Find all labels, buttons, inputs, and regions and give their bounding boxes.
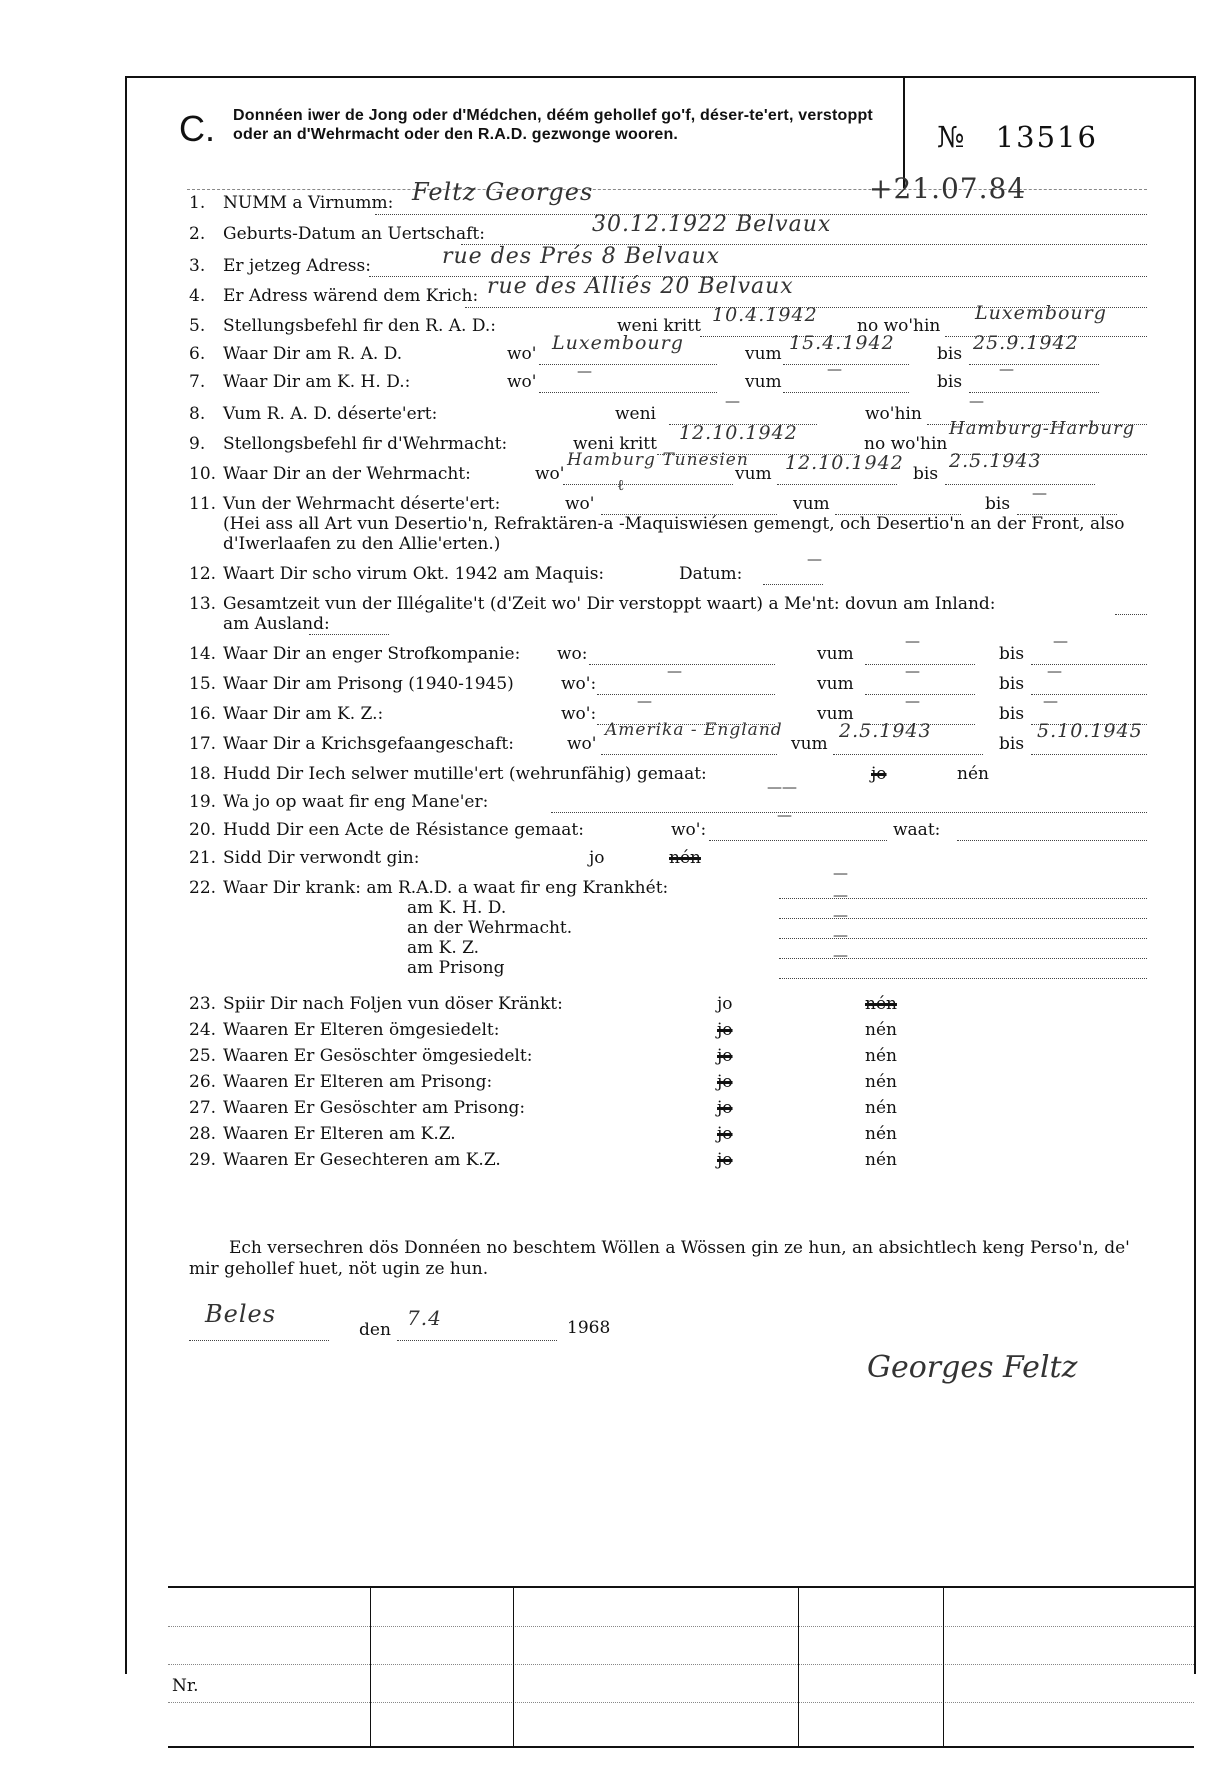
field-label: Waar Dir a Krichsgefaangeschaft:	[223, 734, 514, 754]
dotted-line	[865, 644, 975, 665]
dash-mark: —	[1043, 692, 1058, 710]
field-24	[189, 1020, 499, 1040]
field-6	[189, 344, 402, 364]
field-label: Geburts-Datum an Uertschaft:	[223, 224, 485, 244]
field-23-jo[interactable]: jo	[717, 994, 733, 1014]
bis-label: bis	[999, 674, 1025, 694]
field-number: 10.	[189, 464, 217, 484]
vum-label: vum	[817, 704, 854, 724]
declaration-text: Ech versechren dös Donnéen no beschtem Wöllen a Wössen gin ze hun, an absichtlech keng Perso'n, de' mir gehollef huet, nöt ugin ze hun.	[189, 1238, 1130, 1279]
field-number: 26.	[189, 1072, 217, 1092]
field-number: 17.	[189, 734, 217, 754]
wo-label: wo':	[561, 704, 597, 724]
field-17	[189, 734, 514, 754]
field-8	[189, 404, 437, 424]
form-number	[937, 120, 1098, 154]
field-11	[189, 494, 500, 514]
field-22-sub2: an der Wehrmacht.	[407, 918, 573, 938]
form-header	[127, 78, 904, 188]
dash-mark: —	[905, 662, 920, 680]
field-22-sub4: am Prisong	[407, 958, 505, 978]
field-1-value[interactable]: Feltz Georges	[412, 178, 594, 206]
field-3	[189, 256, 371, 276]
field-21-jo[interactable]: jo	[589, 848, 605, 868]
wo-label: wo'	[507, 372, 537, 392]
field-26-nen[interactable]: nén	[865, 1072, 897, 1092]
field-number: 8.	[189, 404, 206, 424]
dash-mark: —	[807, 550, 822, 568]
field-label: Waar Dir am K. H. D.:	[223, 372, 411, 392]
field-label: Spiir Dir nach Foljen vun döser Kränkt:	[223, 994, 563, 1014]
dotted-line	[957, 820, 1147, 841]
date-value[interactable]: 7.4	[407, 1306, 442, 1330]
dash-mark: —	[1053, 632, 1068, 650]
table-column-line	[943, 1588, 944, 1746]
dash-mark: —	[1032, 484, 1047, 502]
table-divider	[168, 1702, 1194, 1703]
field-number: 1.	[189, 193, 206, 213]
field-number: 12.	[189, 564, 217, 584]
field-10-wo[interactable]: Hamburg Tunesien	[567, 450, 749, 470]
field-18-jo[interactable]: jo	[871, 764, 887, 784]
field-16	[189, 704, 383, 724]
field-number: 2.	[189, 224, 206, 244]
field-label: Stellungsbefehl fir den R. A. D.:	[223, 316, 497, 336]
field-27-nen[interactable]: nén	[865, 1098, 897, 1118]
table-divider	[168, 1626, 1194, 1627]
field-24-jo[interactable]: jo	[717, 1020, 733, 1040]
field-number: 5.	[189, 316, 206, 336]
bis-label: bis	[937, 372, 963, 392]
number-label: №	[937, 120, 967, 154]
field-label: Waaren Er Gesechteren am K.Z.	[223, 1150, 501, 1170]
field-19	[189, 792, 488, 812]
field-number: 13.	[189, 594, 217, 614]
signature[interactable]: Georges Feltz	[867, 1350, 1078, 1385]
wo-label: wo'	[507, 344, 537, 364]
field-number: 11.	[189, 494, 217, 514]
field-number: 28.	[189, 1124, 217, 1144]
field-27	[189, 1098, 525, 1118]
field-number: 20.	[189, 820, 217, 840]
field-9-when[interactable]: 12.10.1942	[679, 422, 798, 444]
field-number: 18.	[189, 764, 217, 784]
field-2-value[interactable]: 30.12.1922 Belvaux	[592, 212, 832, 237]
field-23-nen[interactable]: nén	[865, 994, 897, 1014]
dash-mark: —	[905, 632, 920, 650]
wo-label: wo':	[671, 820, 707, 840]
dash-mark: —	[833, 946, 848, 964]
field-number: 9.	[189, 434, 206, 454]
field-label: NUMM a Virnumm:	[223, 193, 394, 213]
dash-mark: —	[905, 692, 920, 710]
vum-label: vum	[817, 674, 854, 694]
field-label: Vun der Wehrmacht déserte'ert:	[223, 494, 501, 514]
field-22-sub3: am K. Z.	[407, 938, 480, 958]
field-10-bis[interactable]: 2.5.1943	[949, 450, 1042, 472]
dash-mark: —	[833, 886, 848, 904]
field-11-note: (Hei ass all Art vun Desertio'n, Refraktären-a -Maquiswiésen gemengt, och Desertio'n an der Front, also d'Iwerlaafen zu den Allie'erten.)	[223, 514, 1125, 554]
field-22-sub1: am K. H. D.	[407, 898, 507, 918]
field-1	[189, 193, 393, 213]
dotted-line	[539, 372, 717, 393]
dash-mark: ℓ	[617, 476, 625, 494]
table-column-line	[370, 1588, 371, 1746]
weni-kritt-label: weni kritt	[573, 434, 657, 454]
number-value: 13516	[995, 120, 1098, 154]
field-number: 22.	[189, 878, 217, 898]
vum-label: vum	[791, 734, 828, 754]
field-number: 29.	[189, 1150, 217, 1170]
weni-label: weni	[615, 404, 656, 424]
field-number: 25.	[189, 1046, 217, 1066]
section-letter: C.	[179, 108, 215, 149]
dotted-line	[865, 674, 975, 695]
dotted-line	[835, 494, 961, 515]
dash-mark: —	[1047, 662, 1062, 680]
field-label: Waaren Er Gesöschter ömgesiedelt:	[223, 1046, 533, 1066]
field-1-note[interactable]: +21.07.84	[869, 172, 1027, 205]
dotted-line	[597, 674, 775, 695]
dash-mark: —	[777, 806, 792, 824]
field-label: Waar Dir krank: am R.A.D. a waat fir eng Krankhét:	[223, 878, 669, 898]
field-28-nen[interactable]: nén	[865, 1124, 897, 1144]
field-label: Sidd Dir verwondt gin:	[223, 848, 420, 868]
table-column-line	[513, 1588, 514, 1746]
field-label: Vum R. A. D. déserte'ert:	[223, 404, 438, 424]
vum-label: vum	[735, 464, 772, 484]
field-5	[189, 316, 496, 336]
dash-mark: ——	[767, 778, 797, 796]
field-label: Waar Dir am R. A. D.	[223, 344, 403, 364]
field-4-value[interactable]: rue des Alliés 20 Belvaux	[487, 274, 794, 299]
place-value[interactable]: Beles	[205, 1300, 277, 1328]
dash-mark: —	[969, 392, 984, 410]
wohin-label: no wo'hin	[864, 434, 948, 454]
dash-mark: —	[667, 662, 682, 680]
field-17-vum[interactable]: 2.5.1943	[839, 720, 932, 742]
field-2	[189, 224, 485, 244]
field-4	[189, 286, 478, 306]
field-13	[189, 594, 996, 614]
field-18	[189, 764, 707, 784]
field-label: Waaren Er Gesöschter am Prisong:	[223, 1098, 526, 1118]
field-label: Stellongsbefehl fir d'Wehrmacht:	[223, 434, 508, 454]
weni-kritt-label: weni kritt	[617, 316, 701, 336]
vum-label: vum	[793, 494, 830, 514]
field-5-when[interactable]: 10.4.1942	[712, 304, 818, 326]
field-29	[189, 1150, 501, 1170]
table-divider	[168, 1664, 1194, 1665]
dotted-line	[551, 792, 1147, 813]
dash-mark: —	[833, 926, 848, 944]
den-label: den	[359, 1320, 391, 1340]
field-6-bis[interactable]: 25.9.1942	[973, 332, 1079, 354]
bis-label: bis	[937, 344, 963, 364]
field-label: Waaren Er Elteren am Prisong:	[223, 1072, 493, 1092]
field-number: 27.	[189, 1098, 217, 1118]
bis-label: bis	[999, 734, 1025, 754]
form-title: Donnéen iwer de Jong oder d'Médchen, déém gehollef go'f, déser-te'ert, verstoppt oder an d'Wehrmacht oder den R.A.D. gezwonge wooren.	[233, 107, 873, 143]
field-27-jo[interactable]: jo	[717, 1098, 733, 1118]
wohin-label: wo'hin	[865, 404, 922, 424]
field-5-where[interactable]: Luxembourg	[975, 302, 1107, 324]
field-number: 24.	[189, 1020, 217, 1040]
bis-label: bis	[913, 464, 939, 484]
field-label: Gesamtzeit vun der Illégalite't (d'Zeit wo' Dir verstoppt waart) a Me'nt: dovun am Inland:	[223, 594, 996, 614]
field-21	[189, 848, 420, 868]
field-21-nen[interactable]: nén	[669, 848, 701, 868]
field-label: Waaren Er Elteren am K.Z.	[223, 1124, 456, 1144]
dotted-line	[709, 820, 887, 841]
field-6-vum[interactable]: 15.4.1942	[789, 332, 895, 354]
wo-label: wo'	[567, 734, 597, 754]
field-12	[189, 564, 604, 584]
dotted-line	[1115, 594, 1147, 615]
dotted-line	[969, 372, 1099, 393]
vum-label: vum	[745, 344, 782, 364]
field-number: 6.	[189, 344, 206, 364]
field-label: Waaren Er Elteren ömgesiedelt:	[223, 1020, 500, 1040]
datum-label: Datum:	[679, 564, 743, 584]
dotted-line	[309, 614, 389, 635]
field-29-nen[interactable]: nén	[865, 1150, 897, 1170]
field-label: Wa jo op waat fir eng Mane'er:	[223, 792, 489, 812]
field-number: 15.	[189, 674, 217, 694]
field-number: 23.	[189, 994, 217, 1014]
field-17-wo[interactable]: Amerika - England	[605, 720, 783, 740]
field-26-jo[interactable]: jo	[717, 1072, 733, 1092]
dotted-line	[783, 372, 909, 393]
wo-label: wo'	[565, 494, 595, 514]
table-column-line	[798, 1588, 799, 1746]
field-10	[189, 464, 471, 484]
field-10-vum[interactable]: 12.10.1942	[785, 452, 904, 474]
field-9-where[interactable]: Hamburg-Harburg	[949, 418, 1136, 439]
field-label: Er jetzeg Adress:	[223, 256, 371, 276]
field-number: 4.	[189, 286, 206, 306]
dash-mark: —	[725, 392, 740, 410]
field-label: Hudd Dir Iech selwer mutille'ert (wehrunfähig) gemaat:	[223, 764, 707, 784]
bis-label: bis	[985, 494, 1011, 514]
wohin-label: no wo'hin	[857, 316, 941, 336]
field-29-jo[interactable]: jo	[717, 1150, 733, 1170]
field-number: 7.	[189, 372, 206, 392]
field-24-nen[interactable]: nén	[865, 1020, 897, 1040]
field-label: Waar Dir am K. Z.:	[223, 704, 384, 724]
field-number: 19.	[189, 792, 217, 812]
field-15	[189, 674, 514, 694]
dash-mark: —	[833, 864, 848, 882]
field-label: Hudd Dir een Acte de Résistance gemaat:	[223, 820, 584, 840]
field-17-bis[interactable]: 5.10.1945	[1037, 720, 1143, 742]
field-13-ausland: am Ausland:	[223, 614, 330, 634]
field-22	[189, 878, 668, 898]
wo-label: wo'	[535, 464, 565, 484]
dash-mark: —	[637, 692, 652, 710]
registration-form	[125, 76, 1196, 1696]
field-25	[189, 1046, 532, 1066]
field-28	[189, 1124, 456, 1144]
field-number: 16.	[189, 704, 217, 724]
bis-label: bis	[999, 644, 1025, 664]
field-20	[189, 820, 584, 840]
wo-label: wo':	[561, 674, 597, 694]
wo-label: wo:	[557, 644, 588, 664]
field-number: 14.	[189, 644, 217, 664]
field-label: Waar Dir an enger Strofkompanie:	[223, 644, 521, 664]
dash-mark: —	[577, 362, 592, 380]
year-label: 1968	[567, 1318, 611, 1338]
dotted-line	[601, 494, 777, 515]
field-14	[189, 644, 520, 664]
field-23	[189, 994, 563, 1014]
dotted-line	[589, 644, 775, 665]
dash-mark: —	[999, 360, 1014, 378]
dash-mark: —	[827, 360, 842, 378]
vum-label: vum	[817, 644, 854, 664]
field-label: Waar Dir an der Wehrmacht:	[223, 464, 471, 484]
field-label: Waar Dir am Prisong (1940-1945)	[223, 674, 514, 694]
field-number: 21.	[189, 848, 217, 868]
field-6-wo[interactable]: Luxembourg	[552, 332, 684, 354]
field-7	[189, 372, 410, 392]
field-18-nen[interactable]: nén	[957, 764, 989, 784]
field-number: 3.	[189, 256, 206, 276]
dash-mark: —	[833, 906, 848, 924]
field-label: Waart Dir scho virum Okt. 1942 am Maquis:	[223, 564, 605, 584]
nr-label: Nr.	[172, 1676, 199, 1696]
waat-label: waat:	[893, 820, 941, 840]
field-25-nen[interactable]: nén	[865, 1046, 897, 1066]
field-26	[189, 1072, 492, 1092]
field-9	[189, 434, 507, 454]
field-25-jo[interactable]: jo	[717, 1046, 733, 1066]
vum-label: vum	[745, 372, 782, 392]
field-3-value[interactable]: rue des Prés 8 Belvaux	[442, 244, 721, 269]
office-use-table	[168, 1586, 1194, 1748]
field-28-jo[interactable]: jo	[717, 1124, 733, 1144]
field-label: Er Adress wärend dem Krich:	[223, 286, 479, 306]
bis-label: bis	[999, 704, 1025, 724]
